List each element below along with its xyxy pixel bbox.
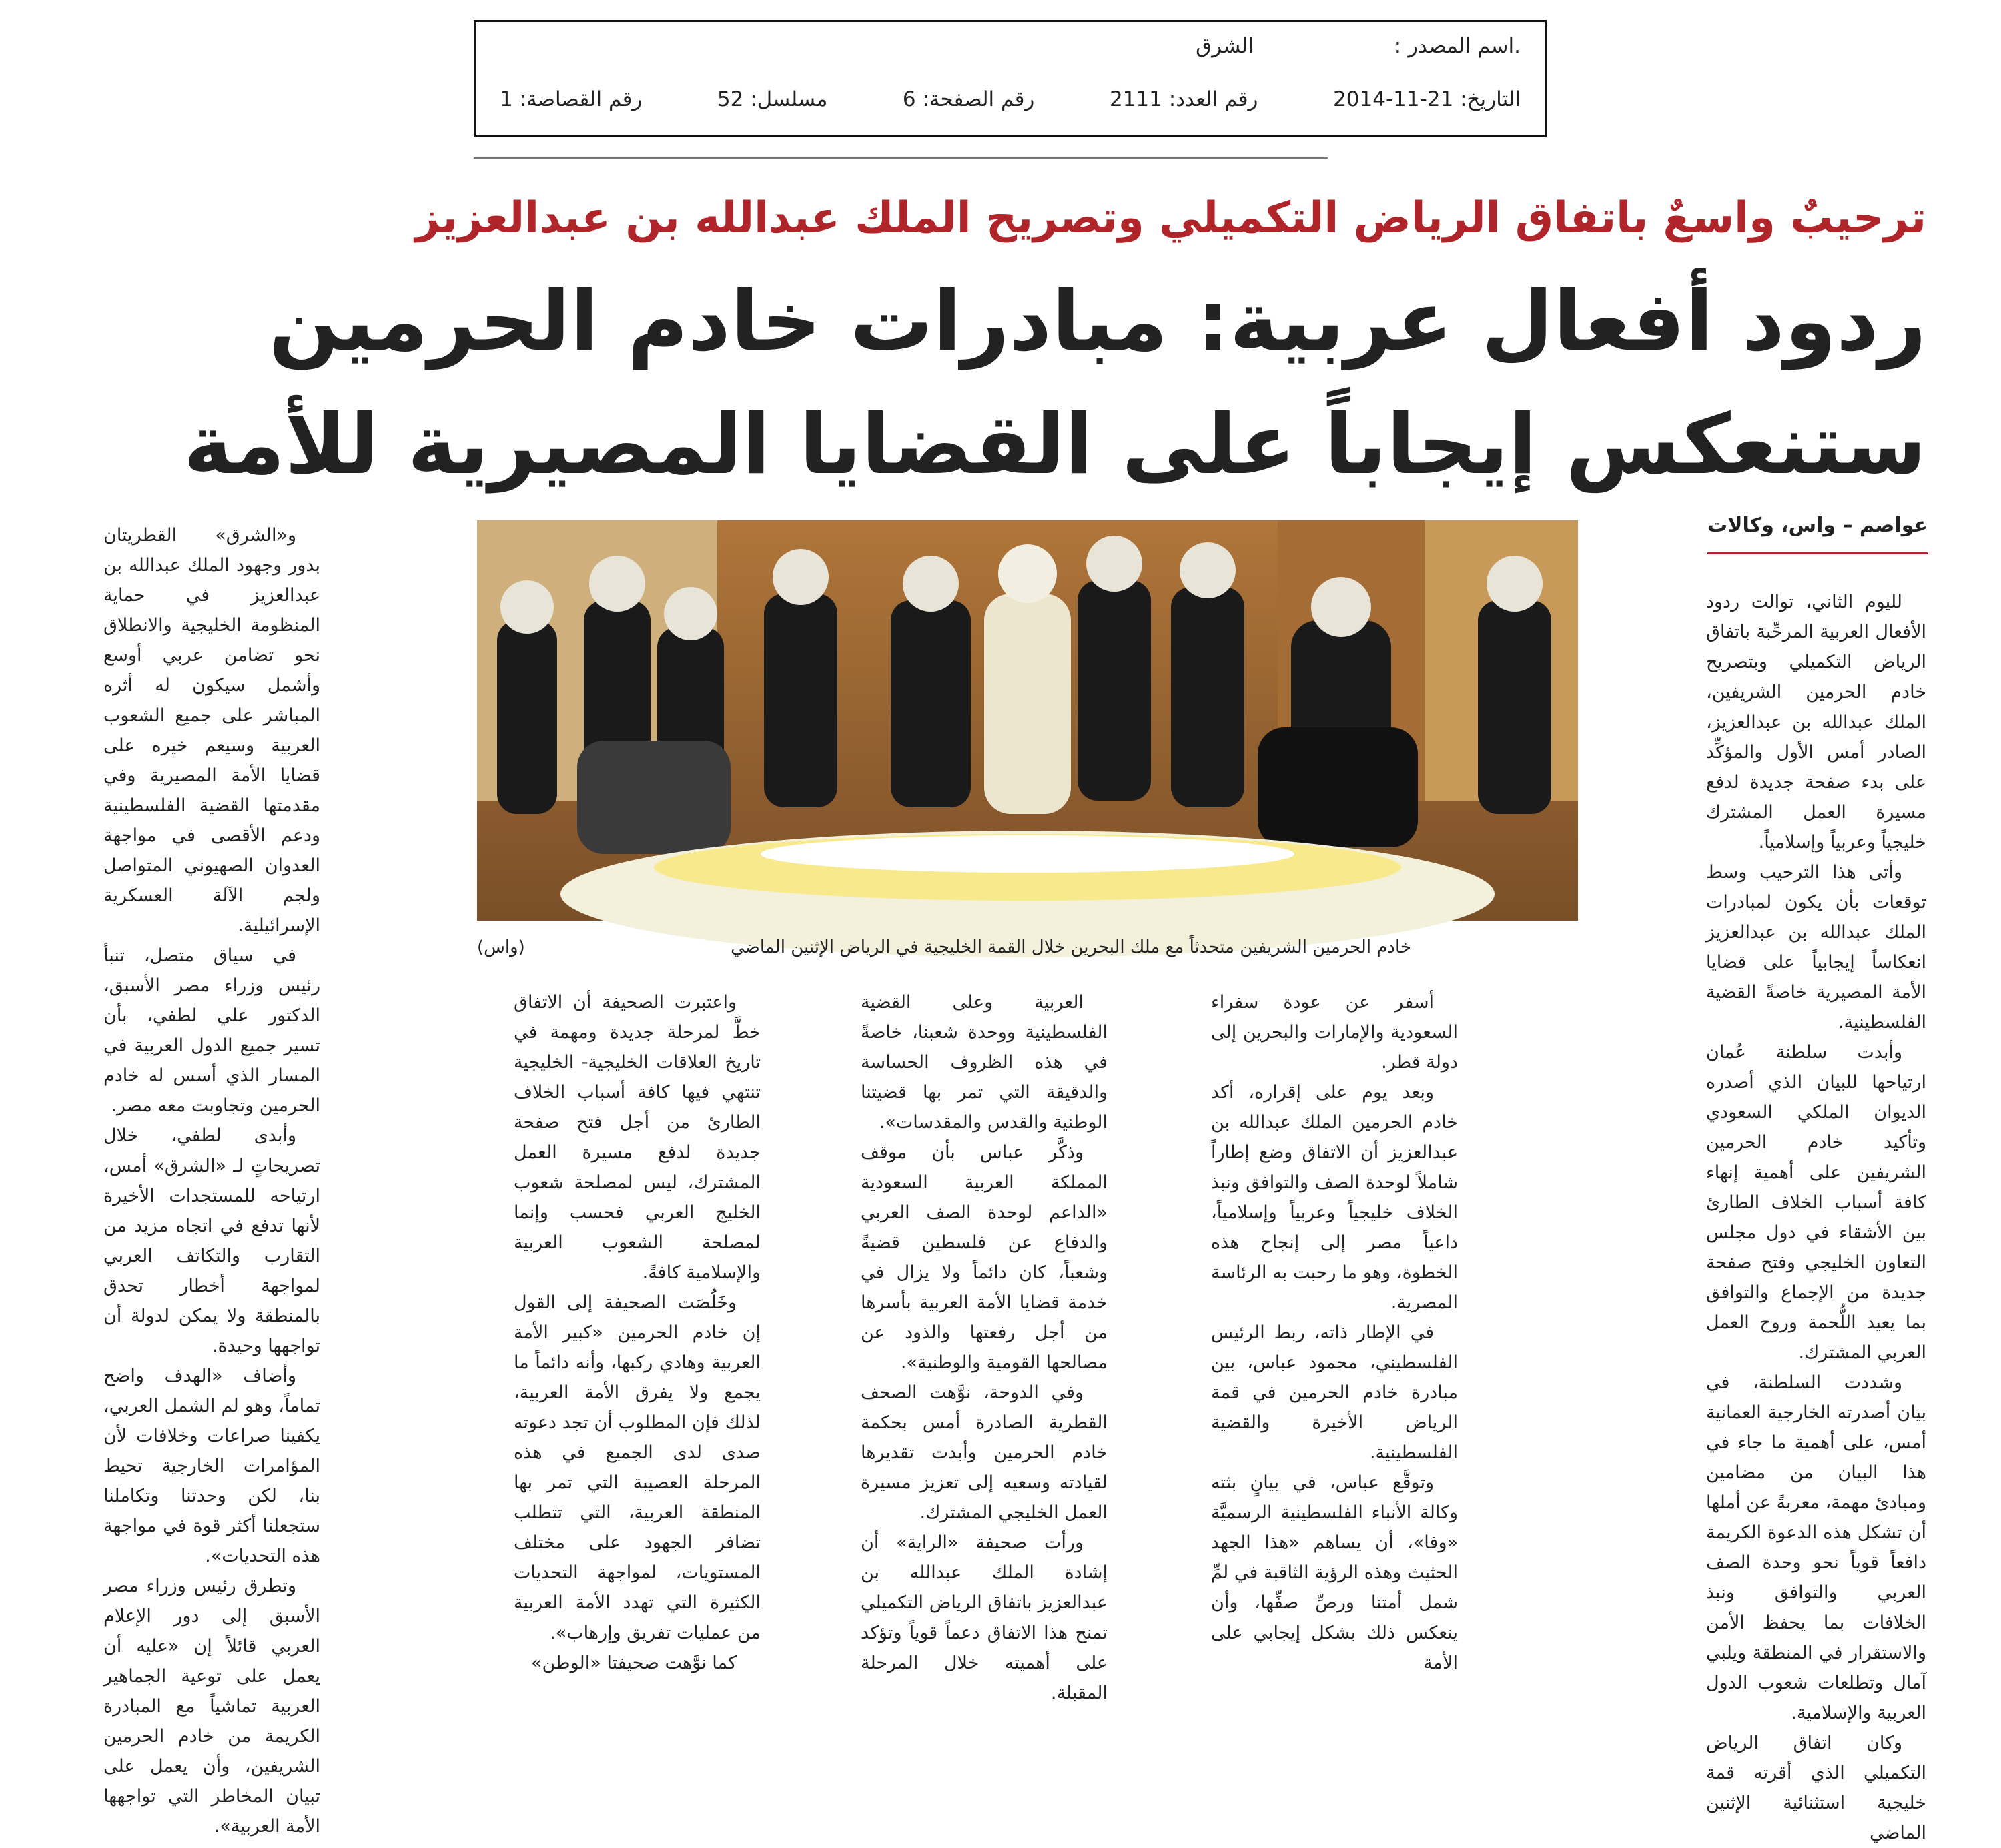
paragraph: واعتبرت الصحيفة أن الاتفاق خطَّ لمرحلة جديدة ومهمة في تاريخ العلاقات الخليجية- الخليجية تنتهي فيها كافة أسباب الخلاف الطارئ من أجل فتح صفحة جديدة لدفع مسيرة العمل المشترك، ليس لمصلحة شعوب الخليج العربي فحسب وإنما لمصلحة الشعوب العربية والإسلامية كافةً.	[514, 992, 761, 1283]
paragraph: ورأت صحيفة «الراية» أن إشادة الملك عبدالله بن عبدالعزيز باتفاق الرياض التكميلي تمنح هذا الاتفاق دعماً قوياً وتؤكد على أهميته خلال المرحلة المقبلة.	[861, 1532, 1108, 1703]
paragraph: في سياق متصل، تنبأ رئيس وزراء مصر الأسبق، الدكتور علي لطفي، بأن تسير جميع الدول العربية في المسار الذي أسس له خادم الحرمين وتجاوبت معه مصر.	[103, 945, 320, 1116]
headline-line-1: ردود أفعال عربية: مبادرات خادم الحرمين	[268, 274, 1926, 370]
paragraph: وأبدى لطفي، خلال تصريحاتٍ لـ «الشرق» أمس، ارتياحه للمستجدات الأخيرة لأنها تدفع في اتجاه مزيد من التقارب والتكاتف العربي لمواجهة أخطار تحدق بالمنطقة ولا يمكن لدولة أن تواجهها وحيدة.	[103, 1125, 320, 1356]
paragraph: وذكَّر عباس بأن موقف المملكة العربية السعودية «الداعم لوحدة الصف العربي والدفاع عن فلسطين قضيةً وشعباً، كان دائماً ولا يزال في خدمة قضايا الأمة العربية بأسرها من أجل رفعتها والذود عن مصالحها القومية والوطنية».	[861, 1142, 1108, 1373]
caption-text: خادم الحرمين الشريفين متحدثاً مع ملك البحرين خلال القمة الخليجية في الرياض الإثنين الماضي	[731, 937, 1411, 957]
paragraph: العربية وعلى القضية الفلسطينية ووحدة شعبنا، خاصةً في هذه الظروف الحساسة والدقيقة التي تمر بها قضيتنا الوطنية والقدس والمقدسات».	[861, 992, 1108, 1133]
header-divider	[474, 157, 1328, 159]
paragraph: وخَلُصَت الصحيفة إلى القول إن خادم الحرمين «كبير الأمة العربية وهادي ركبها، وأنه دائماً ما يجمع ولا يفرق الأمة العربية، لذلك فإن المطلوب أن تجد دعوته صدى لدى الجميع في هذه المرحلة العصيبة التي تمر بها المنطقة العربية، التي تتطلب تضافر الجهود على مختلف المستويات، لمواجهة التحديات الكثيرة التي تهدد الأمة العربية من عمليات تفريق وإرهاب».	[514, 1292, 761, 1643]
source-label: .اسم المصدر :	[1394, 34, 1521, 58]
column-left	[103, 520, 320, 1837]
paragraph: كما نوَّهت صحيفتا «الوطن»	[531, 1653, 737, 1673]
paragraph: وتوقَّع عباس، في بيانٍ بثته وكالة الأنباء الفلسطينية الرسميَّة «وفا»، أن يساهم «هذا الجهد الحثيث وهذه الرؤية الثاقبة في لمِّ شمل أمتنا ورصِّ صفِّها، وأن ينعكس ذلك بشكل إيجابي على الأمة	[1211, 1472, 1458, 1673]
summit-photo	[477, 520, 1578, 921]
publication-details-row	[500, 87, 1521, 121]
byline: عواصم – واس، وكالات	[1707, 514, 1928, 537]
clip-number: رقم القصاصة: 1	[500, 87, 643, 111]
source-info-box	[474, 20, 1547, 137]
paragraph: أسفر عن عودة سفراء السعودية والإمارات والبحرين إلى دولة قطر.	[1211, 992, 1458, 1073]
paragraph: وأبدت سلطنة عُمان ارتياحها للبيان الذي أصدره الديوان الملكي السعودي وتأكيد خادم الحرمين الشريفين على أهمية إنهاء كافة أسباب الخلاف الطارئ بين الأشقاء في دول مجلس التعاون الخليجي وفتح صفحة جديدة من الإجماع والتوافق بما يعيد اللُّحمة وروح العمل العربي المشترك.	[1706, 1042, 1926, 1363]
paragraph: وشددت السلطنة، في بيان أصدرته الخارجية العمانية أمس، على أهمية ما جاء في هذا البيان من مضامين ومبادئ مهمة، معربةً عن أملها أن تشكل هذه الدعوة الكريمة دافعاً قوياً نحو وحدة الصف العربي والتوافق ونبذ الخلافات بما يحفظ الأمن والاستقرار في المنطقة ويلبي آمال وتطلعات شعوب الدول العربية والإسلامية.	[1706, 1372, 1926, 1723]
paragraph: وبعد يوم على إقراره، أكد خادم الحرمين الملك عبدالله بن عبدالعزيز أن الاتفاق وضع إطاراً شاملاً لوحدة الصف والتوافق ونبذ الخلاف خليجياً وعربياً وإسلامياً، داعياً مصر إلى إنجاح هذه الخطوة، وهو ما رحبت به الرئاسة المصرية.	[1211, 1082, 1458, 1313]
column-right	[1706, 587, 1926, 1843]
paragraph: و«الشرق» القطريتان بدور وجهود الملك عبدالله بن عبدالعزيز في حماية المنظومة الخليجية والانطلاق نحو تضامن عربي أوسع وأشمل سيكون له أثره المباشر على جميع الشعوب العربية وسيعم خيره على قضايا الأمة المصيرية وفي مقدمتها القضية الفلسطينية ودعم الأقصى في مواجهة العدوان الصهيوني المتواصل ولجم الآلة العسكرية الإسرائيلية.	[103, 525, 320, 936]
paragraph: وأضاف «الهدف واضح تماماً، وهو لم الشمل العربي، يكفينا صراعات وخلافات لأن المؤامرات الخارجية تحيط بنا، لكن وحدتنا وتكاملنا ستجعلنا أكثر قوة في مواجهة هذه التحديات».	[103, 1366, 320, 1566]
source-value: الشرق	[1196, 34, 1254, 58]
photo-illustration	[477, 520, 1578, 921]
date: التاريخ: 21-11-2014	[1333, 87, 1521, 111]
byline-divider	[1707, 552, 1928, 554]
page-number: رقم الصفحة: 6	[902, 87, 1035, 111]
paragraph: وكان اتفاق الرياض التكميلي الذي أقرته قمة خليجية استثنائية الإثنين الماضي	[1706, 1733, 1926, 1843]
paragraph: وأتى هذا الترحيب وسط توقعات بأن يكون لمبادرات الملك عبدالله بن عبدالعزيز انعكاساً إيجابياً على قضايا الأمة المصيرية خاصةً القضية الفلسطينية.	[1706, 862, 1926, 1033]
paragraph: في الإطار ذاته، ربط الرئيس الفلسطيني، محمود عباس، بين مبادرة خادم الحرمين في قمة الرياض الأخيرة والقضية الفلسطينية.	[1211, 1322, 1458, 1463]
paragraph: لليوم الثاني، توالت ردود الأفعال العربية المرحِّبة باتفاق الرياض التكميلي وبتصريح خادم الحرمين الشريفين، الملك عبدالله بن عبدالعزيز، الصادر أمس الأول والمؤكِّد على بدء صفحة جديدة لدفع مسيرة العمل المشترك خليجياً وعربياً وإسلامياً.	[1706, 592, 1926, 853]
column-middle-3	[514, 987, 761, 1673]
caption-credit: (واس)	[477, 937, 525, 957]
issue-number: رقم العدد: 2111	[1109, 87, 1258, 111]
serial-number: مسلسل: 52	[717, 87, 828, 111]
kicker: ترحيبٌ واسعٌ باتفاق الرياض التكميلي وتصريح الملك عبدالله بن عبدالعزيز	[415, 193, 1926, 243]
source-row	[500, 34, 1521, 67]
column-middle-2	[861, 987, 1108, 1703]
column-middle-1	[1211, 987, 1458, 1673]
paragraph: وفي الدوحة، نوَّهت الصحف القطرية الصادرة أمس بحكمة خادم الحرمين وأبدت تقديرها لقيادته وسعيه إلى تعزيز مسيرة العمل الخليجي المشترك.	[861, 1382, 1108, 1523]
paragraph: وتطرق رئيس وزراء مصر الأسبق إلى دور الإعلام العربي قائلاً إن «عليه أن يعمل على توعية الجماهير العربية تماشياً مع المبادرة الكريمة من خادم الحرمين الشريفين، وأن يعمل على تبيان المخاطر التي تواجهها الأمة العربية».	[103, 1576, 320, 1837]
headline-line-2: ستنعكس إيجاباً على القضايا المصيرية للأمة	[183, 397, 1926, 493]
photo-caption	[477, 937, 1578, 964]
